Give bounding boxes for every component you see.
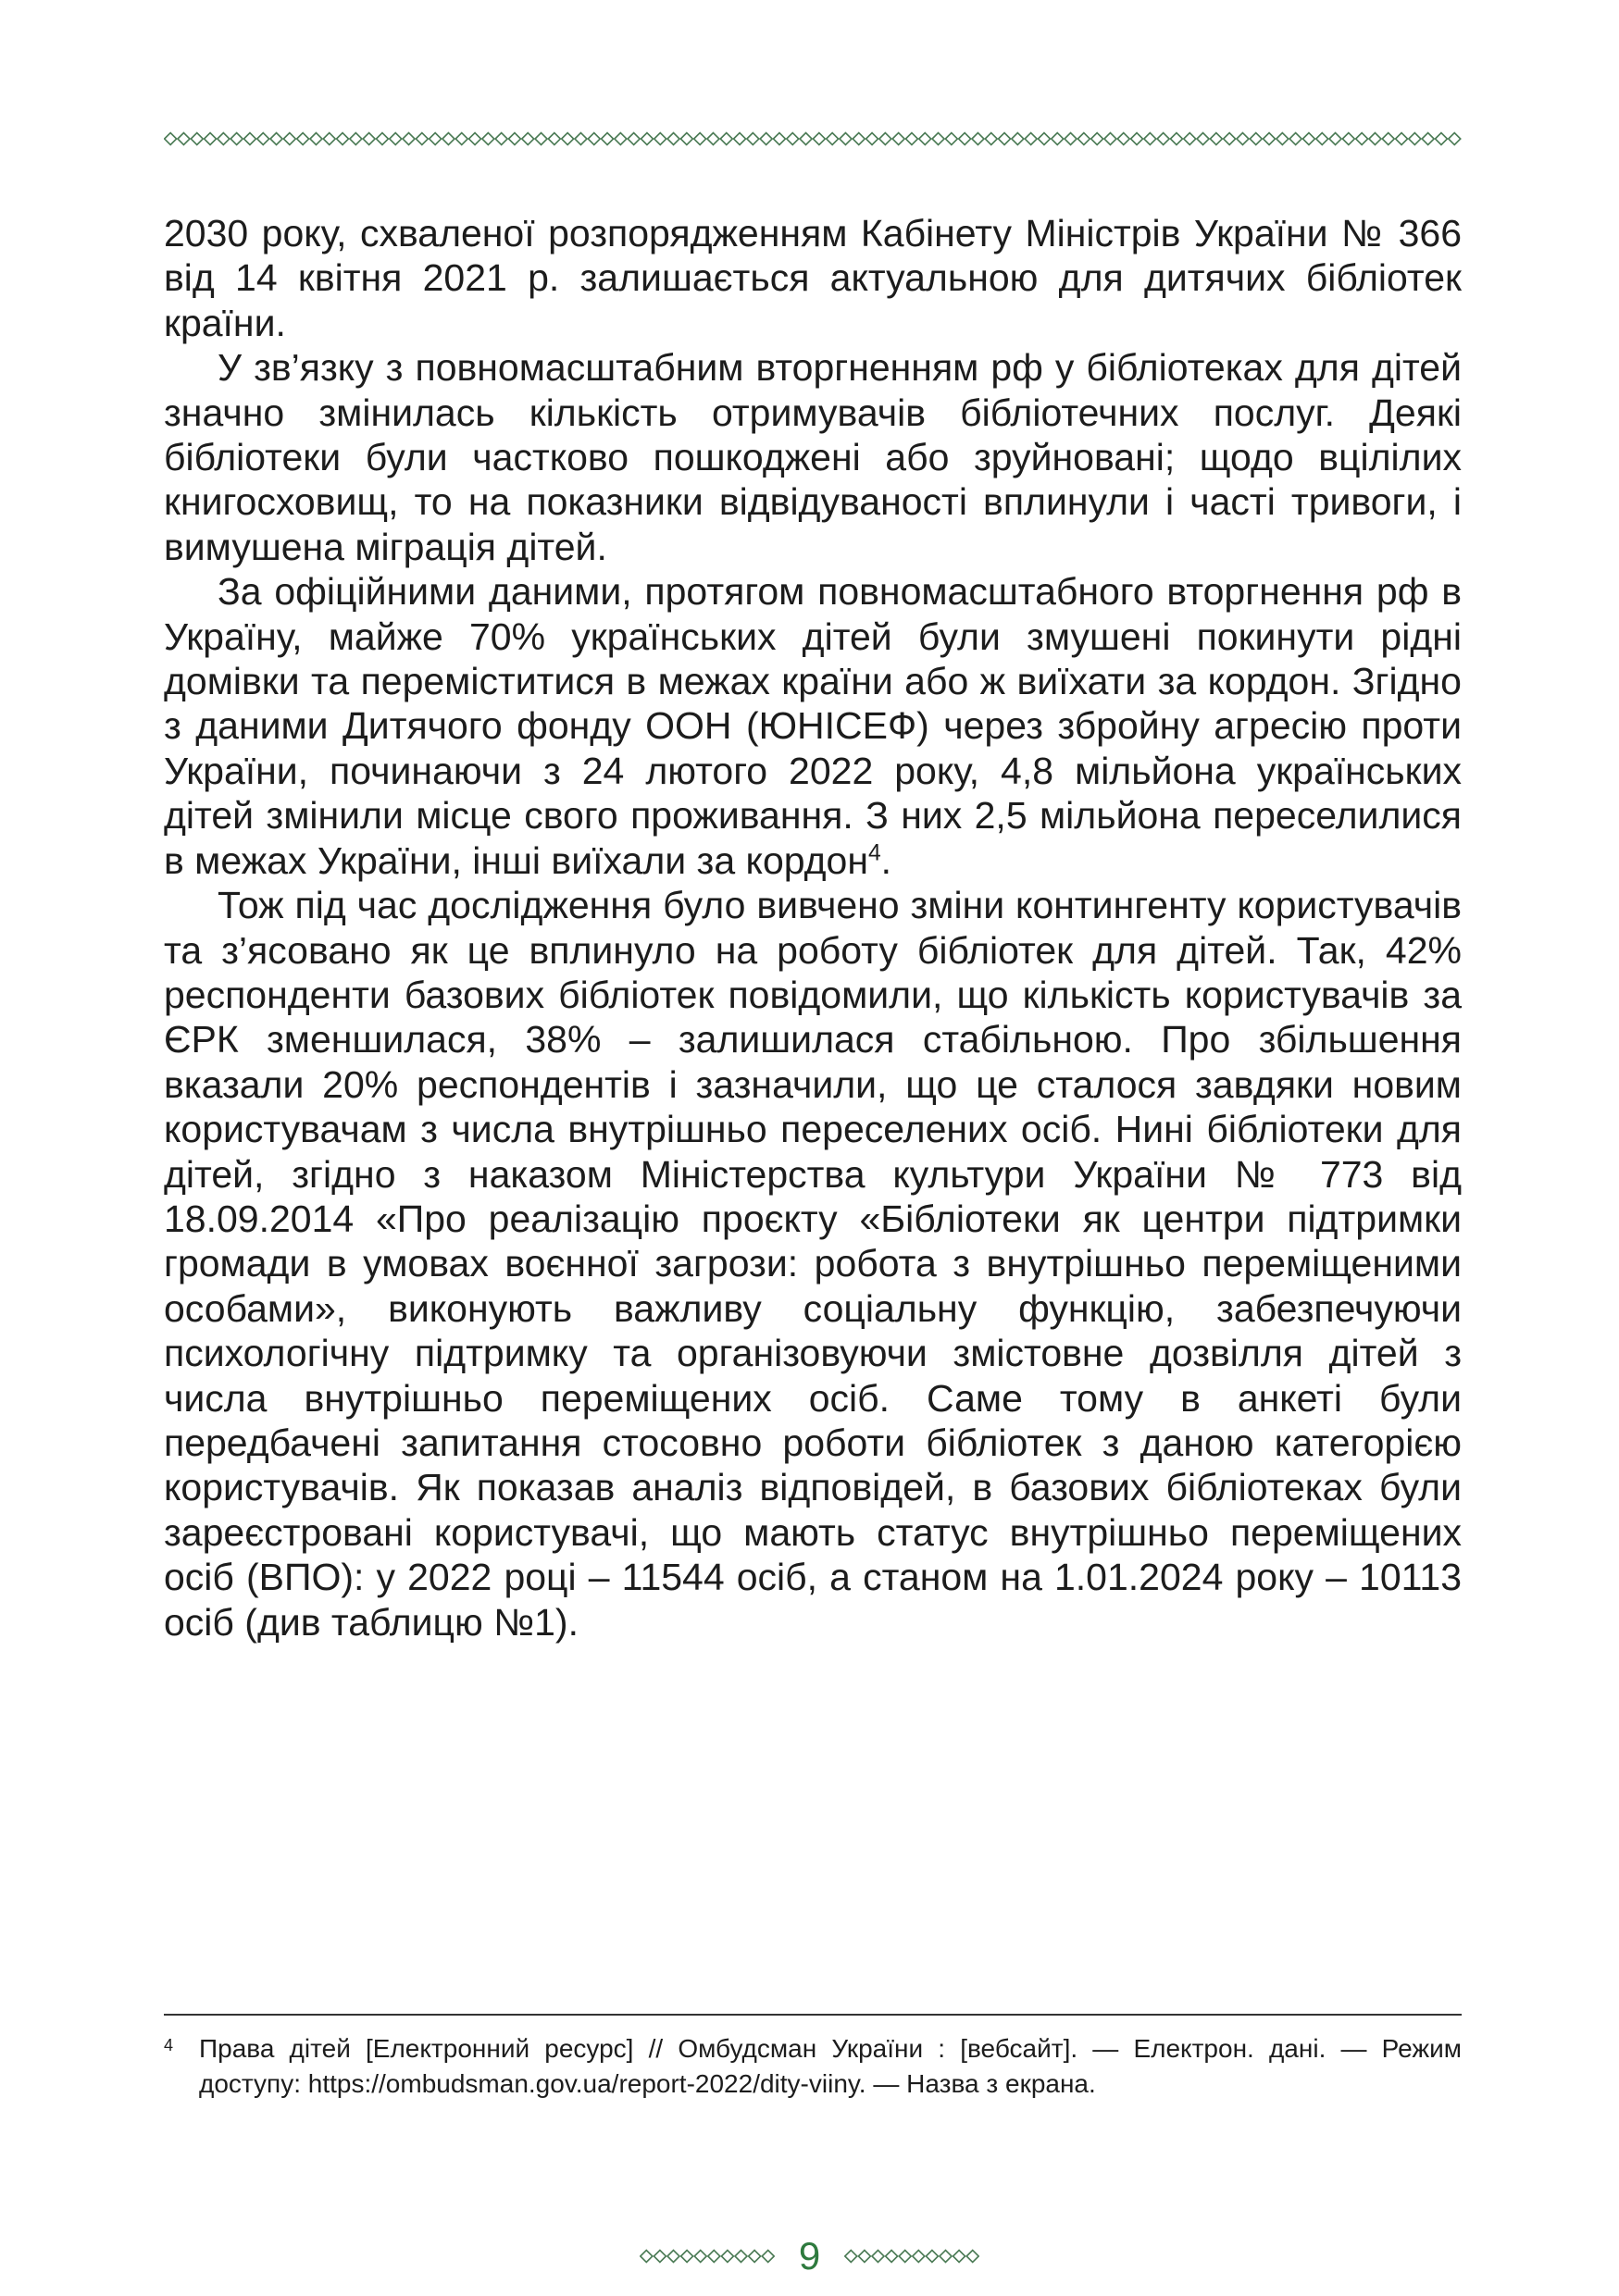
diamond-ornament-icon [1117, 133, 1129, 145]
diamond-ornament-icon [905, 133, 917, 145]
footnote-marker: 4 [164, 2036, 174, 2054]
diamond-ornament-icon [1250, 133, 1262, 145]
diamond-ornament-icon [959, 133, 971, 145]
diamond-ornament-icon [999, 133, 1011, 145]
diamond-ornament-icon [1224, 133, 1236, 145]
diamond-ornament-icon [872, 2251, 884, 2263]
paragraph: У зв’язку з повномасштабним вторгненням рф у бібліотеках для дітей значно змінилась кількість отримувачів бібліотечних послуг. Деякі бібліотеки були частково пошкоджені або зруйновані; щодо вцілілих книгосховищ, то на показники відвідуваності вплинули і часті тривоги, і вимушена міграція дітей. [164, 346, 1462, 568]
diamond-ornament-icon [1342, 133, 1354, 145]
diamond-ornament-icon [1170, 133, 1182, 145]
diamond-ornament-icon [1435, 133, 1447, 145]
diamond-ornament-icon [972, 133, 984, 145]
diamond-ornament-icon [1052, 133, 1064, 145]
diamond-ornament-icon [1277, 133, 1289, 145]
diamond-ornament-icon [1038, 133, 1050, 145]
diamond-ornament-icon [953, 2251, 965, 2263]
diamond-ornament-icon [350, 133, 362, 145]
diamond-ornament-icon [735, 2251, 747, 2263]
paragraph: 2030 року, схваленої розпорядженням Кабінету Міністрів України № 366 від 14 квітня 2021 р. залишається актуальною для дитячих бібліотек країни. [164, 212, 1462, 344]
diamond-ornament-icon [721, 2251, 733, 2263]
diamond-ornament-icon [966, 2251, 978, 2263]
diamond-ornament-icon [654, 133, 666, 145]
diamond-ornament-icon [243, 133, 255, 145]
diamond-ornament-icon [747, 133, 759, 145]
diamond-ornament-icon [641, 133, 653, 145]
diamond-ornament-icon [720, 133, 732, 145]
diamond-ornament-icon [1356, 133, 1368, 145]
diamond-ornament-icon [667, 133, 679, 145]
paragraph-end: . [880, 838, 892, 882]
diamond-ornament-icon [1409, 133, 1421, 145]
diamond-ornament-icon [708, 2251, 720, 2263]
diamond-ornament-icon [919, 133, 931, 145]
diamond-ornament-icon [1396, 133, 1408, 145]
page-number: 9 [798, 2234, 821, 2277]
diamond-ornament-icon [310, 133, 322, 145]
footnote-divider [164, 2014, 1462, 2016]
diamond-ornament-icon [680, 2251, 692, 2263]
body-text [164, 211, 1462, 1644]
diamond-ornament-icon [840, 133, 852, 145]
diamond-ornament-icon [800, 133, 812, 145]
diamond-ornament-icon [1237, 133, 1249, 145]
diamond-ornament-icon [230, 133, 243, 145]
footnote-reference[interactable]: 4 [867, 840, 881, 866]
diamond-ornament-icon [337, 133, 349, 145]
diamond-ornament-icon [416, 133, 428, 145]
diamond-ornament-icon [694, 133, 706, 145]
diamond-ornament-icon [403, 133, 415, 145]
diamond-ornament-icon [522, 133, 534, 145]
diamond-ornament-icon [1197, 133, 1209, 145]
diamond-ornament-icon [913, 2251, 925, 2263]
diamond-ornament-icon [892, 133, 904, 145]
diamond-ornament-icon [1104, 133, 1116, 145]
diamond-ornament-icon [178, 133, 190, 145]
diamond-ornament-icon [694, 2251, 706, 2263]
diamond-ornament-icon [886, 2251, 898, 2263]
diamond-ornament-icon [297, 133, 309, 145]
diamond-ornament-icon [1210, 133, 1222, 145]
paragraph [164, 569, 1462, 883]
diamond-ornament-icon [270, 133, 282, 145]
diamond-ornament-icon [1369, 133, 1381, 145]
diamond-ornament-icon [1316, 133, 1328, 145]
diamond-ornament-icon [1264, 133, 1276, 145]
diamond-ornament-icon [1077, 133, 1090, 145]
diamond-ornament-icon [615, 133, 627, 145]
paragraph: Тож під час дослідження було вивчено зміни контингенту користувачів та з’ясовано як це вплинуло на роботу бібліотек для дітей. Так, 42% респонденти базових бібліотек повідомили, що кількість користувачів за ЄРК зменшилася, 38% – залишилася стабільною. Про збільшення вказали 20% респондентів і зазначили, що це сталося завдяки новим користувачам з числа внутрішньо переселених осіб. Нині бібліотеки для дітей, згідно з наказом Міністерства культури України № 773 від 18.09.2014 «Про реалізацію проєкту «Бібліотеки як центри підтримки громади в умовах воєнної загрози: робота з внутрішньо переміщеними особами», виконують важливу соціальну функцію, забезпечуючи психологічну підтримку та організовуючи змістовне дозвілля дітей з числа внутрішньо переміщених осіб. Саме тому в анкеті були передбачені запитання стосовно роботи бібліотек з даною категорією користувачів. Як показав аналіз відповідей, в базових бібліотеках були зареєстровані користувачі, що мають статус внутрішньо переміщених осіб (ВПО): у 2022 році – 11544 осіб, а станом на 1.01.2024 року – 10113 осіб (див таблицю №1). [164, 884, 1462, 1644]
diamond-ornament-icon [1144, 133, 1156, 145]
diamond-ornament-icon [866, 133, 878, 145]
diamond-ornament-icon [773, 133, 785, 145]
diamond-ornament-icon [535, 133, 547, 145]
diamond-ornament-icon [205, 133, 217, 145]
diamond-ornament-icon [562, 133, 574, 145]
diamond-ornament-icon [442, 133, 455, 145]
diamond-ornament-icon [734, 133, 746, 145]
left-ornament [640, 2245, 775, 2267]
diamond-ornament-icon [945, 133, 957, 145]
diamond-ornament-icon [508, 133, 520, 145]
diamond-ornament-icon [482, 133, 494, 145]
diamond-ornament-icon [748, 2251, 760, 2263]
diamond-ornament-icon [762, 2251, 774, 2263]
right-ornament [844, 2245, 979, 2267]
diamond-ornament-icon [1131, 133, 1143, 145]
diamond-ornament-icon [845, 2251, 857, 2263]
diamond-ornament-icon [1329, 133, 1341, 145]
diamond-ornament-icon [1302, 133, 1314, 145]
diamond-ornament-icon [899, 2251, 911, 2263]
diamond-ornament-icon [985, 133, 997, 145]
diamond-ornament-icon [602, 133, 614, 145]
diamond-ornament-icon [575, 133, 587, 145]
footnote [164, 2031, 1462, 2102]
diamond-ornament-icon [469, 133, 481, 145]
diamond-ornament-icon [927, 2251, 939, 2263]
diamond-ornament-icon [1025, 133, 1037, 145]
diamond-ornament-icon [628, 133, 640, 145]
diamond-ornament-icon [827, 133, 839, 145]
diamond-ornament-icon [495, 133, 507, 145]
diamond-ornament-icon [588, 133, 600, 145]
diamond-ornament-icon [760, 133, 772, 145]
diamond-ornament-icon [1449, 133, 1461, 145]
diamond-ornament-icon [1184, 133, 1196, 145]
diamond-ornament-icon [455, 133, 467, 145]
diamond-ornament-icon [363, 133, 375, 145]
diamond-ornament-icon [667, 2251, 679, 2263]
diamond-ornament-icon [191, 133, 203, 145]
diamond-ornament-icon [1382, 133, 1394, 145]
diamond-ornament-icon [813, 133, 825, 145]
diamond-ornament-icon [932, 133, 944, 145]
diamond-ornament-icon [1422, 133, 1434, 145]
diamond-ornament-icon [879, 133, 891, 145]
diamond-ornament-icon [1091, 133, 1103, 145]
diamond-ornament-icon [257, 133, 269, 145]
diamond-ornament-icon [1065, 133, 1077, 145]
diamond-ornament-icon [218, 133, 230, 145]
page-footer [0, 2228, 1619, 2284]
diamond-ornament-icon [430, 133, 442, 145]
diamond-ornament-icon [390, 133, 402, 145]
diamond-ornament-icon [1012, 133, 1024, 145]
top-ornament-border [164, 122, 1462, 155]
diamond-ornament-icon [940, 2251, 952, 2263]
diamond-ornament-icon [787, 133, 799, 145]
footnote-text: Права дітей [Електронний ресурс] // Омбудсман України : [вебсайт]. — Електрон. дані. — Режим доступу: https://ombudsman.gov.ua/report-2022/dity-viiny. — Назва з екрана. [199, 2034, 1462, 2098]
diamond-ornament-icon [654, 2251, 666, 2263]
diamond-ornament-icon [859, 2251, 871, 2263]
diamond-ornament-icon [1289, 133, 1301, 145]
diamond-ornament-icon [707, 133, 719, 145]
diamond-ornament-icon [283, 133, 295, 145]
diamond-ornament-icon [548, 133, 560, 145]
diamond-ornament-icon [323, 133, 335, 145]
diamond-ornament-icon [641, 2251, 653, 2263]
diamond-ornament-icon [165, 133, 177, 145]
diamond-ornament-icon [1157, 133, 1169, 145]
diamond-ornament-icon [853, 133, 865, 145]
diamond-ornament-icon [376, 133, 388, 145]
paragraph-text: За офіційними даними, протягом повномасштабного вторгнення рф в Україну, майже 70% українських дітей були змушені покинути рідні домівки та переміститися в межах країни або ж виїхати за кордон. Згідно з даними Дитячого фонду ООН (ЮНІСЕФ) через збройну агресію проти України, починаючи з 24 лютого 2022 року, 4,8 мільйона українських дітей змінили місце свого проживання. З них 2,5 мільйона переселилися в межах України, інші виїхали за кордон [164, 570, 1462, 882]
diamond-ornament-icon [680, 133, 692, 145]
